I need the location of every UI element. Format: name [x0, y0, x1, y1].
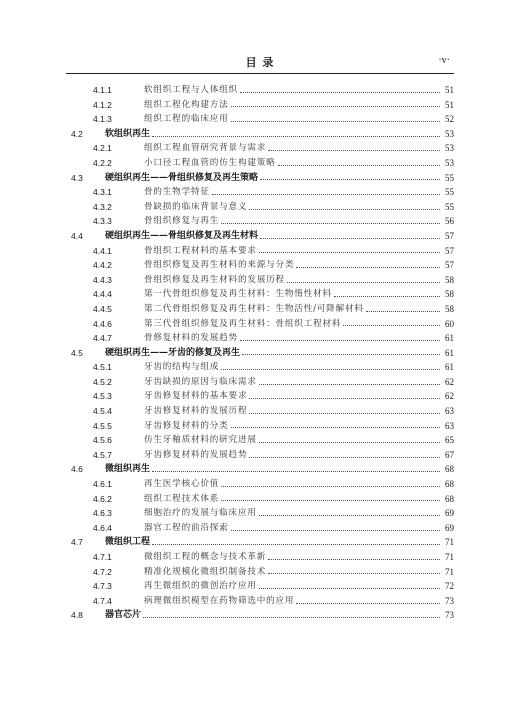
toc-entry[interactable] [66, 127, 454, 142]
dot-leader [259, 442, 440, 443]
toc-entry-number: 4.6.4 [93, 522, 112, 533]
toc-entry-number: 4.5.5 [93, 420, 112, 431]
toc-entry-number: 4.5.6 [93, 435, 112, 446]
toc-entry-title: 硬组织再生——骨组织修复及再生材料 [105, 230, 259, 241]
toc-entry[interactable] [66, 214, 454, 229]
toc-entry-page: 65 [445, 435, 454, 446]
toc-entry-number: 4.1.3 [93, 114, 112, 125]
toc-entry-number: 4.6.3 [93, 508, 112, 519]
dot-leader [249, 209, 440, 210]
toc-entry[interactable] [66, 244, 454, 259]
toc-entry-title: 微组织工程 [105, 537, 151, 548]
dot-leader [231, 530, 440, 531]
dot-leader [334, 296, 440, 297]
toc-entry[interactable] [66, 360, 454, 375]
toc-entry-title: 骨组织修复及再生材料的发展历程 [144, 274, 285, 285]
toc-entry-title: 牙齿的结构与组成 [144, 362, 220, 373]
toc-entry-title: 骨缺损的临床背景与意义 [144, 201, 248, 212]
toc-entry-page: 71 [445, 552, 454, 562]
toc-entry-number: 4.4.6 [93, 318, 112, 329]
toc-entry-number: 4.3.1 [93, 187, 112, 198]
toc-entry-title: 微组织再生 [105, 464, 151, 475]
toc-entry[interactable] [66, 433, 454, 448]
toc-entry-title: 病理微组织模型在药物筛选中的应用 [144, 595, 295, 606]
toc-entry-title: 骨组织工程材料的基本要求 [144, 245, 257, 256]
toc-entry[interactable] [66, 608, 454, 623]
toc-entry-number: 4.7.3 [93, 581, 112, 592]
dot-leader [221, 486, 440, 487]
toc-entry-number: 4.7.4 [93, 595, 112, 606]
toc-entry-page: 69 [445, 508, 454, 519]
dot-leader [249, 398, 440, 399]
toc-entry-number: 4.4 [71, 230, 83, 241]
toc-entry-number: 4.4.1 [93, 245, 112, 256]
toc-entry-page: 67 [445, 449, 454, 460]
toc-entry-page: 55 [445, 201, 454, 212]
toc-entry-title: 牙齿缺损的原因与临床需求 [144, 376, 257, 387]
dot-leader [249, 457, 440, 458]
dot-leader [278, 165, 440, 166]
dot-leader [240, 340, 440, 341]
toc-entry-number: 4.6.2 [93, 493, 112, 504]
toc-entry-number: 4.5.7 [93, 449, 112, 460]
toc-entry-page: 63 [445, 406, 454, 417]
toc-entry[interactable] [66, 156, 454, 171]
dot-leader [268, 559, 440, 560]
toc-entry-title: 微组织工程的概念与技术革新 [144, 552, 267, 562]
toc-entry[interactable] [66, 98, 454, 113]
dot-leader [268, 150, 440, 151]
toc-entry[interactable] [66, 448, 454, 463]
toc-entry-number: 4.4.2 [93, 260, 112, 271]
toc-entry-page: 62 [445, 391, 454, 402]
toc-entry[interactable] [66, 506, 454, 521]
toc-entry-page: 71 [445, 566, 454, 577]
dot-leader [240, 92, 440, 93]
toc-entry[interactable] [66, 492, 454, 507]
dot-leader [221, 223, 440, 224]
page-header [66, 51, 454, 74]
toc-entry-number: 4.5.4 [93, 406, 112, 417]
toc-entry-page: 56 [445, 216, 454, 227]
toc-entry-number: 4.8 [71, 610, 83, 621]
dot-leader [343, 325, 440, 326]
toc-entry-title: 第二代骨组织修复及再生材料：生物活性/可降解材料 [144, 303, 364, 314]
toc-entry[interactable] [66, 521, 454, 536]
toc-entry[interactable] [66, 389, 454, 404]
dot-leader [260, 179, 440, 180]
dot-leader [287, 282, 440, 283]
toc-entry[interactable] [66, 550, 454, 565]
toc-entry-title: 组织工程的临床应用 [144, 114, 229, 125]
toc-entry-number: 4.4.3 [93, 274, 112, 285]
toc-entry-number: 4.1.2 [93, 99, 112, 110]
toc-entry-title: 硬组织再生——骨组织修复及再生策略 [105, 172, 259, 183]
toc-entry-title: 小口径工程血管的仿生构建策略 [144, 157, 276, 168]
toc-entry-page: 61 [445, 362, 454, 373]
dot-leader [212, 194, 440, 195]
toc-entry-page: 73 [445, 595, 454, 606]
toc-entry[interactable] [66, 229, 454, 244]
toc-entry-page: 58 [445, 274, 454, 285]
toc-entry[interactable] [66, 317, 454, 332]
page-title: 目 录 [245, 56, 275, 69]
toc-entry[interactable] [66, 185, 454, 200]
toc-entry-number: 4.3.2 [93, 201, 112, 212]
toc-entry-page: 55 [445, 172, 454, 183]
toc-entry-title: 第三代骨组织修复及再生材料：骨组织工程材料 [144, 318, 342, 329]
toc-entry-page: 53 [445, 128, 454, 139]
toc-entry[interactable] [66, 83, 454, 98]
toc-entry-number: 4.7.1 [93, 552, 112, 562]
toc-entry[interactable] [66, 200, 454, 215]
toc-entry[interactable] [66, 287, 454, 302]
toc-entry-title: 第一代骨组织修复及再生材料：生物惰性材料 [144, 289, 332, 300]
toc-entry[interactable] [66, 565, 454, 580]
toc-entry-number: 4.7 [71, 537, 83, 548]
toc-entry[interactable] [66, 462, 454, 477]
toc-entry[interactable] [66, 331, 454, 346]
toc-entry-page: 57 [445, 245, 454, 256]
dot-leader [249, 413, 440, 414]
toc-entry-number: 4.4.7 [93, 333, 112, 344]
dot-leader [268, 573, 440, 574]
toc-entry[interactable] [66, 141, 454, 156]
toc-entry-number: 4.3 [71, 172, 83, 183]
dot-leader [152, 471, 440, 472]
toc-entry-number: 4.6 [71, 464, 83, 475]
dot-leader [242, 354, 440, 355]
toc-entry-page: 61 [445, 333, 454, 344]
dot-leader [231, 121, 440, 122]
toc-entry-page: 57 [445, 260, 454, 271]
toc-entry-number: 4.2 [71, 128, 83, 139]
dot-leader [259, 252, 440, 253]
dot-leader [152, 544, 440, 545]
dot-leader [221, 369, 440, 370]
toc-entry-number: 4.5.3 [93, 391, 112, 402]
toc-entry[interactable] [66, 594, 454, 609]
toc-entry-title: 牙齿修复材料的分类 [144, 420, 229, 431]
toc-entry-title: 精准化规模化微组织制备技术 [144, 566, 267, 577]
toc-entry-title: 组织工程血管研究背景与需求 [144, 143, 267, 154]
toc-entry-title: 骨的生物学特征 [144, 187, 210, 198]
toc-entry-number: 4.5.1 [93, 362, 112, 373]
toc-entry-page: 52 [445, 114, 454, 125]
toc-entry[interactable] [66, 258, 454, 273]
toc-entry-page: 58 [445, 289, 454, 300]
dot-leader [152, 136, 440, 137]
toc-entry-title: 再生微组织的微创治疗应用 [144, 581, 257, 592]
toc-entry-title: 组织工程化构建方法 [144, 99, 229, 110]
toc-entry-title: 骨组织修复及再生材料的来源与分类 [144, 260, 295, 271]
toc-entry-page: 51 [445, 85, 454, 95]
dot-leader [259, 588, 440, 589]
toc-entry-title: 骨组织修复与再生 [144, 216, 220, 227]
toc-entry-page: 57 [445, 230, 454, 241]
toc-entry-page: 51 [445, 99, 454, 110]
toc-entry-number: 4.1.1 [93, 85, 112, 95]
page-number: ·v· [438, 55, 450, 66]
toc-entry-page: 58 [445, 303, 454, 314]
toc-entry[interactable] [66, 112, 454, 127]
toc-entry-title: 牙齿修复材料的基本要求 [144, 391, 248, 402]
toc-entry-title: 软组织再生 [105, 128, 151, 139]
toc-entry-title: 细胞治疗的发展与临床应用 [144, 508, 257, 519]
toc-entry-page: 60 [445, 318, 454, 329]
toc-entry-number: 4.3.3 [93, 216, 112, 227]
toc-entry-number: 4.4.4 [93, 289, 112, 300]
toc-entry-page: 53 [445, 143, 454, 154]
table-of-contents [66, 83, 454, 623]
toc-entry-page: 62 [445, 376, 454, 387]
dot-leader [296, 603, 440, 604]
dot-leader [259, 515, 440, 516]
toc-entry-page: 69 [445, 522, 454, 533]
toc-entry-number: 4.6.1 [93, 479, 112, 490]
dot-leader [366, 311, 440, 312]
toc-entry-number: 4.2.1 [93, 143, 112, 154]
toc-entry-page: 68 [445, 479, 454, 490]
toc-entry-page: 68 [445, 493, 454, 504]
dot-leader [231, 427, 440, 428]
toc-entry-page: 71 [445, 537, 454, 548]
toc-entry-page: 63 [445, 420, 454, 431]
toc-entry[interactable] [66, 419, 454, 434]
toc-entry-number: 4.5.2 [93, 376, 112, 387]
toc-entry-title: 器官工程的前沿探索 [144, 522, 229, 533]
toc-entry-page: 53 [445, 157, 454, 168]
dot-leader [143, 617, 440, 618]
toc-entry[interactable] [66, 535, 454, 550]
dot-leader [296, 267, 440, 268]
toc-entry[interactable] [66, 477, 454, 492]
toc-entry-title: 软组织工程与人体组织 [144, 85, 238, 95]
toc-entry-number: 4.5 [71, 347, 83, 358]
toc-entry[interactable] [66, 375, 454, 390]
toc-entry[interactable] [66, 302, 454, 317]
toc-entry-number: 4.7.2 [93, 566, 112, 577]
toc-entry-page: 61 [445, 347, 454, 358]
toc-entry[interactable] [66, 273, 454, 288]
dot-leader [260, 238, 440, 239]
dot-leader [221, 500, 440, 501]
toc-entry[interactable] [66, 404, 454, 419]
toc-entry-page: 73 [445, 610, 454, 621]
toc-entry-page: 72 [445, 581, 454, 592]
toc-entry-title: 仿生牙釉质材料的研究进展 [144, 435, 257, 446]
toc-entry[interactable] [66, 579, 454, 594]
toc-entry[interactable] [66, 346, 454, 361]
toc-entry-title: 牙齿修复材料的发展趋势 [144, 449, 248, 460]
toc-entry-number: 4.2.2 [93, 157, 112, 168]
dot-leader [231, 106, 440, 107]
toc-entry-title: 硬组织再生——牙齿的修复及再生 [105, 347, 241, 358]
toc-entry[interactable] [66, 171, 454, 186]
toc-entry-title: 再生医学核心价值 [144, 479, 220, 490]
toc-entry-title: 骨修复材料的发展趋势 [144, 333, 238, 344]
toc-entry-title: 牙齿修复材料的发展历程 [144, 406, 248, 417]
toc-entry-title: 器官芯片 [105, 610, 142, 621]
toc-entry-number: 4.4.5 [93, 303, 112, 314]
dot-leader [259, 384, 440, 385]
toc-entry-page: 68 [445, 464, 454, 475]
toc-entry-title: 组织工程技术体系 [144, 493, 220, 504]
toc-entry-page: 55 [445, 187, 454, 198]
